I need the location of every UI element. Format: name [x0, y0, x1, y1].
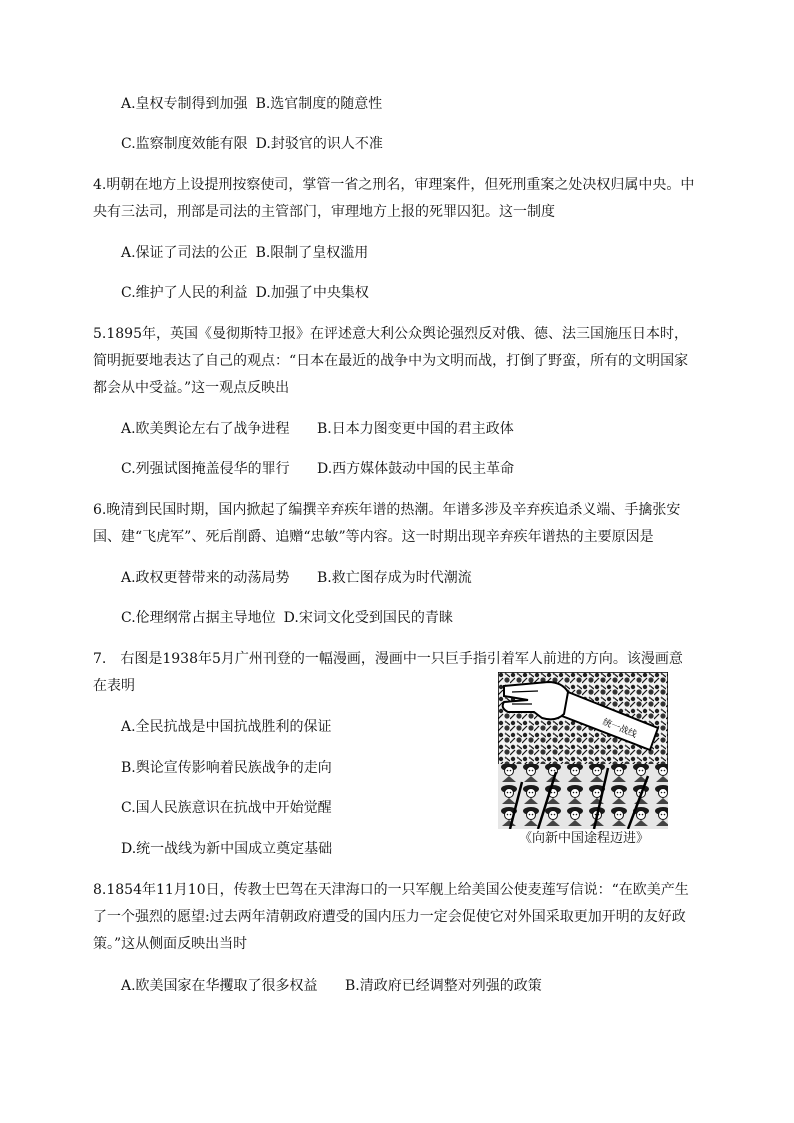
q7-stem-line-2: 在表明 [93, 678, 135, 694]
q8-stem-line-2: 了一个强烈的愿望:过去两年清朝政府遭受的国内压力一定会促使它对外国采取更加开明的友好政 [93, 909, 686, 925]
q4-option-b[interactable]: B.限制了皇权滥用 [255, 245, 369, 261]
q4-option-d[interactable]: D.加强了中央集权 [255, 285, 369, 301]
q8-stem-line-3: 策。”这从侧面反映出当时 [93, 936, 248, 952]
q5-stem-line-1: 5.1895年，英国《曼彻斯特卫报》在评述意大利公众舆论强烈反对俄、德、法三国施压日本时， [93, 326, 688, 342]
q6-stem-line-1: 6.晚清到民国时期，国内掀起了编撰辛弃疾年谱的热潮。年谱多涉及辛弃疾追杀义端、手擒张安 [93, 502, 681, 518]
q8-stem-line-1: 8.1854年11月10日，传教士巴驾在天津海口的一只军舰上给美国公使麦莲写信说：“在欧美产生 [93, 882, 689, 898]
q3-options-row-1 [121, 94, 382, 114]
q7-stem-line-1: 7. 右图是1938年5月广州刊登的一幅漫画，漫画中一只巨手指引着军人前进的方向。该漫画意 [93, 651, 683, 667]
q3-option-a[interactable]: A.皇权专制得到加强 [121, 96, 248, 112]
q5-options-row-1 [121, 419, 514, 439]
q5-option-c[interactable]: C.列强试图掩盖侵华的罪行 [121, 461, 290, 477]
q8-options-row-1 [121, 976, 542, 996]
q5-option-d[interactable]: D.西方媒体鼓动中国的民主革命 [317, 461, 515, 477]
q6-options-row-2 [121, 608, 453, 628]
q7-option-d[interactable]: D.统一战线为新中国成立奠定基础 [121, 841, 333, 857]
q5-option-a[interactable]: A.欧美舆论左右了战争进程 [121, 421, 290, 437]
q3-options-row-2 [121, 134, 383, 154]
q4-options-row-2 [121, 283, 369, 303]
q6-options-row-1 [121, 568, 472, 588]
q4-options-row-1 [121, 243, 368, 263]
q4-option-a[interactable]: A.保证了司法的公正 [121, 245, 248, 261]
q3-option-d[interactable]: D.封驳官的识人不准 [255, 136, 383, 152]
q7-option-a[interactable]: A.全民抗战是中国抗战胜利的保证 [121, 719, 332, 735]
q5-option-b[interactable]: B.日本力图变更中国的君主政体 [317, 421, 514, 437]
q7-option-c[interactable]: C.国人民族意识在抗战中开始觉醒 [121, 800, 332, 816]
q6-option-d[interactable]: D.宋词文化受到国民的青睐 [283, 610, 453, 626]
cartoon-image [498, 672, 668, 829]
q3-option-c[interactable]: C.监察制度效能有限 [121, 136, 248, 152]
cartoon-caption: 《向新中国途程迈进》 [518, 831, 649, 846]
q8-option-b[interactable]: B.清政府已经调整对列强的政策 [345, 978, 542, 994]
cartoon-sleeve-text: 统一战线 [600, 717, 639, 741]
q4-option-c[interactable]: C.维护了人民的利益 [121, 285, 248, 301]
q4-stem-line-2: 央有三法司，刑部是司法的主管部门，审理地方上报的死罪囚犯。这一制度 [93, 204, 555, 220]
q5-options-row-2 [121, 459, 514, 479]
q5-stem-line-2: 简明扼要地表达了自己的观点：“日本在最近的战争中为文明而战，打倒了野蛮，所有的文明国家 [93, 353, 689, 369]
q7-option-b[interactable]: B.舆论宣传影响着民族战争的走向 [121, 760, 332, 776]
q6-stem-line-2: 国、建“飞虎军”、死后削爵、追赠“忠敏”等内容。这一时期出现辛弃疾年谱热的主要原因是 [93, 529, 654, 545]
q3-option-b[interactable]: B.选官制度的随意性 [255, 96, 383, 112]
q6-option-b[interactable]: B.救亡图存成为时代潮流 [317, 570, 472, 586]
q6-option-a[interactable]: A.政权更替带来的动荡局势 [121, 570, 290, 586]
q4-stem-line-1: 4.明朝在地方上设提刑按察使司，掌管一省之刑名，审理案件，但死刑重案之处决权归属中央。中 [93, 177, 695, 193]
q6-option-c[interactable]: C.伦理纲常占据主导地位 [121, 610, 276, 626]
q5-stem-line-3: 都会从中受益。”这一观点反映出 [93, 380, 290, 396]
q8-option-a[interactable]: A.欧美国家在华攫取了很多权益 [121, 978, 318, 994]
